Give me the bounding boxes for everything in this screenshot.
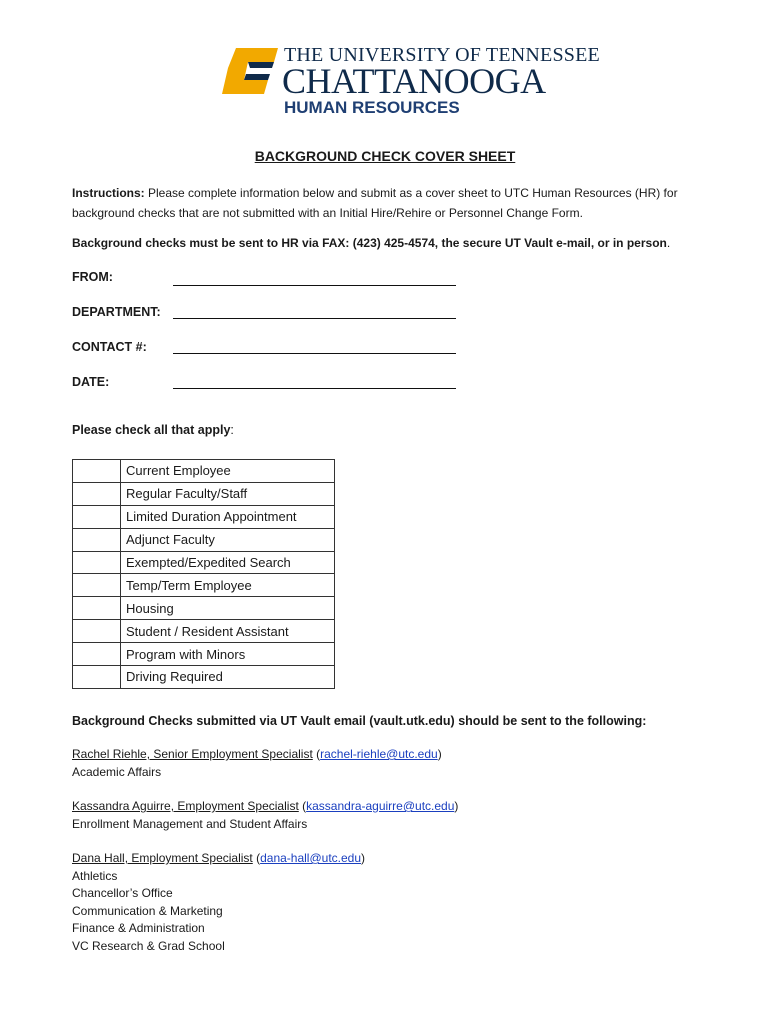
checklist-row <box>73 482 335 505</box>
checklist-label: Housing <box>121 597 335 620</box>
checklist-row <box>73 597 335 620</box>
checklist-label: Exempted/Expedited Search <box>121 551 335 574</box>
contact-area: Chancellor’s Office <box>72 886 173 900</box>
contact-name: Rachel Riehle, Senior Employment Specialist <box>72 747 313 761</box>
checklist-label: Driving Required <box>121 666 335 689</box>
check-prompt-colon: : <box>230 423 234 437</box>
checklist-row <box>73 460 335 483</box>
checklist-label: Temp/Term Employee <box>121 574 335 597</box>
checklist-label: Program with Minors <box>121 643 335 666</box>
checklist-checkbox[interactable] <box>73 643 121 666</box>
utc-c-icon <box>222 46 280 96</box>
checklist-row <box>73 620 335 643</box>
contact-block: Kassandra Aguirre, Employment Specialist (kassandra-aguirre@utc.edu) Enrollment Management and Student Affairs <box>72 798 458 833</box>
instructions-label: Instructions: <box>72 186 145 200</box>
checklist-checkbox[interactable] <box>73 574 121 597</box>
logo-campus-text: CHATTANOOGA <box>282 61 546 101</box>
contact-area: Academic Affairs <box>72 764 162 779</box>
fax-notice-period: . <box>666 236 671 250</box>
department-label: DEPARTMENT: <box>72 305 161 319</box>
check-prompt-text: Please check all that apply <box>72 423 231 437</box>
contact-email-link[interactable]: rachel-riehle@utc.edu <box>320 747 438 761</box>
checklist-checkbox[interactable] <box>73 666 121 689</box>
fax-notice <box>72 236 670 250</box>
checklist-row <box>73 574 335 597</box>
logo-department-text: HUMAN RESOURCES <box>284 98 460 117</box>
checklist-row <box>73 551 335 574</box>
utc-hr-logo <box>222 44 600 118</box>
contact-email-link[interactable]: kassandra-aguirre@utc.edu <box>306 799 455 813</box>
checklist-row <box>73 666 335 689</box>
page-title: BACKGROUND CHECK COVER SHEET <box>254 148 516 164</box>
check-prompt <box>72 423 234 437</box>
checklist-checkbox[interactable] <box>73 528 121 551</box>
checklist-checkbox[interactable] <box>73 597 121 620</box>
contact-area: Communication & Marketing <box>72 903 223 918</box>
instructions-text: Please complete information below and submit as a cover sheet to UTC Human Resources (HR) for background checks that are not submitted with an Initial Hire/Rehire or Personnel Change Form. <box>72 186 678 220</box>
from-label: FROM: <box>72 270 113 284</box>
checklist-checkbox[interactable] <box>73 620 121 643</box>
from-field[interactable] <box>173 285 456 286</box>
checklist-label: Limited Duration Appointment <box>121 505 335 528</box>
contact-area: VC Research & Grad School <box>72 938 225 953</box>
checklist-row <box>73 528 335 551</box>
date-label: DATE: <box>72 375 110 389</box>
checklist-checkbox[interactable] <box>73 482 121 505</box>
vault-heading: Background Checks submitted via UT Vault email (vault.utk.edu) should be sent to the following: <box>72 714 647 728</box>
checklist-row <box>73 505 335 528</box>
checklist-label: Student / Resident Assistant <box>121 620 335 643</box>
checklist-table <box>72 459 335 689</box>
contact-block: Dana Hall, Employment Specialist (dana-hall@utc.edu) Athletics Chancellor’s Office Communication & Marketing Finance & Administration VC Research & Grad School <box>72 850 365 955</box>
department-field[interactable] <box>173 318 456 319</box>
contact-area: Enrollment Management and Student Affairs <box>72 816 308 831</box>
contact-name: Dana Hall, Employment Specialist <box>72 851 253 865</box>
contact-label: CONTACT #: <box>72 340 147 354</box>
instructions-paragraph <box>72 183 712 223</box>
contact-area: Finance & Administration <box>72 921 205 935</box>
logo-university-text: THE UNIVERSITY OF TENNESSEE <box>284 44 600 66</box>
checklist-checkbox[interactable] <box>73 551 121 574</box>
contact-name: Kassandra Aguirre, Employment Specialist <box>72 799 299 813</box>
checklist-checkbox[interactable] <box>73 460 121 483</box>
contact-area: Athletics <box>72 868 118 883</box>
checklist-label: Adjunct Faculty <box>121 528 335 551</box>
checklist-label: Regular Faculty/Staff <box>121 482 335 505</box>
contact-field[interactable] <box>173 353 456 354</box>
checklist-row <box>73 643 335 666</box>
checklist-checkbox[interactable] <box>73 505 121 528</box>
fax-notice-text: Background checks must be sent to HR via FAX: (423) 425-4574, the secure UT Vault e-mail, or in person <box>72 236 667 250</box>
date-field[interactable] <box>173 388 456 389</box>
contact-block: Rachel Riehle, Senior Employment Specialist (rachel-riehle@utc.edu) Academic Affairs <box>72 746 442 781</box>
checklist-label: Current Employee <box>121 460 335 483</box>
contact-email-link[interactable]: dana-hall@utc.edu <box>260 851 362 865</box>
